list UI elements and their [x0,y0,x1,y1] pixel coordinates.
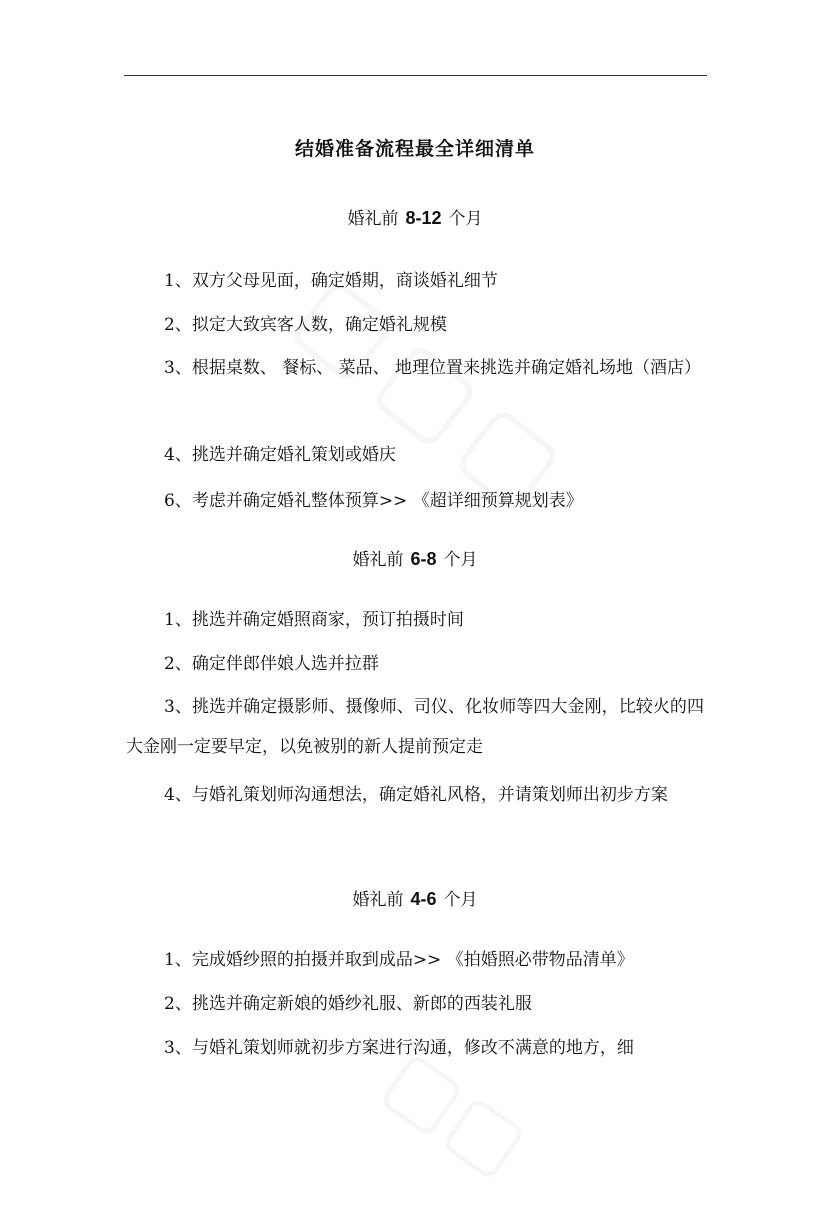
section-heading [0,885,830,910]
list-item: 4、挑选并确定婚礼策划或婚庆 [164,445,396,465]
list-item: 1、双方父母见面，确定婚期，商谈婚礼细节 [164,271,498,291]
section-prefix: 婚礼前 [352,550,404,570]
list-item: 2、挑选并确定新娘的婚纱礼服、新郎的西装礼服 [164,994,532,1014]
list-item: 2、确定伴郎伴娘人选并拉群 [164,654,379,674]
list-item: 1、完成婚纱照的拍摄并取到成品>> 《拍婚照必带物品清单》 [164,950,634,970]
header-rule [124,75,707,76]
list-item: 3、根据桌数、 餐标、 菜品、 地理位置来挑选并确定婚礼场地（酒店） [164,358,702,378]
list-item: 4、与婚礼策划师沟通想法，确定婚礼风格，并请策划师出初步方案 [164,785,668,805]
list-item: 6、考虑并确定婚礼整体预算>> 《超详细预算规划表》 [164,491,583,511]
section-suffix: 个月 [443,550,478,570]
section-range: 4-6 [410,889,437,909]
section-range: 8-12 [405,208,442,228]
list-item: 3、挑选并确定摄影师、摄像师、司仪、化妆师等四大金刚，比较火的四大金刚一定要早定，以免被别的新人提前预定走 [126,697,704,757]
section-heading [0,545,830,570]
section-range: 6-8 [410,549,437,569]
list-item: 1、挑选并确定婚照商家，预订拍摄时间 [164,610,464,630]
section-suffix: 个月 [443,890,478,910]
section-prefix: 婚礼前 [347,209,399,229]
section-heading [0,204,830,229]
document-title: 结婚准备流程最全详细清单 [294,138,535,160]
section-suffix: 个月 [448,209,483,229]
list-item: 2、拟定大致宾客人数，确定婚礼规模 [164,315,447,335]
section-prefix: 婚礼前 [352,890,404,910]
list-item: 3、与婚礼策划师就初步方案进行沟通，修改不满意的地方，细 [164,1038,634,1058]
